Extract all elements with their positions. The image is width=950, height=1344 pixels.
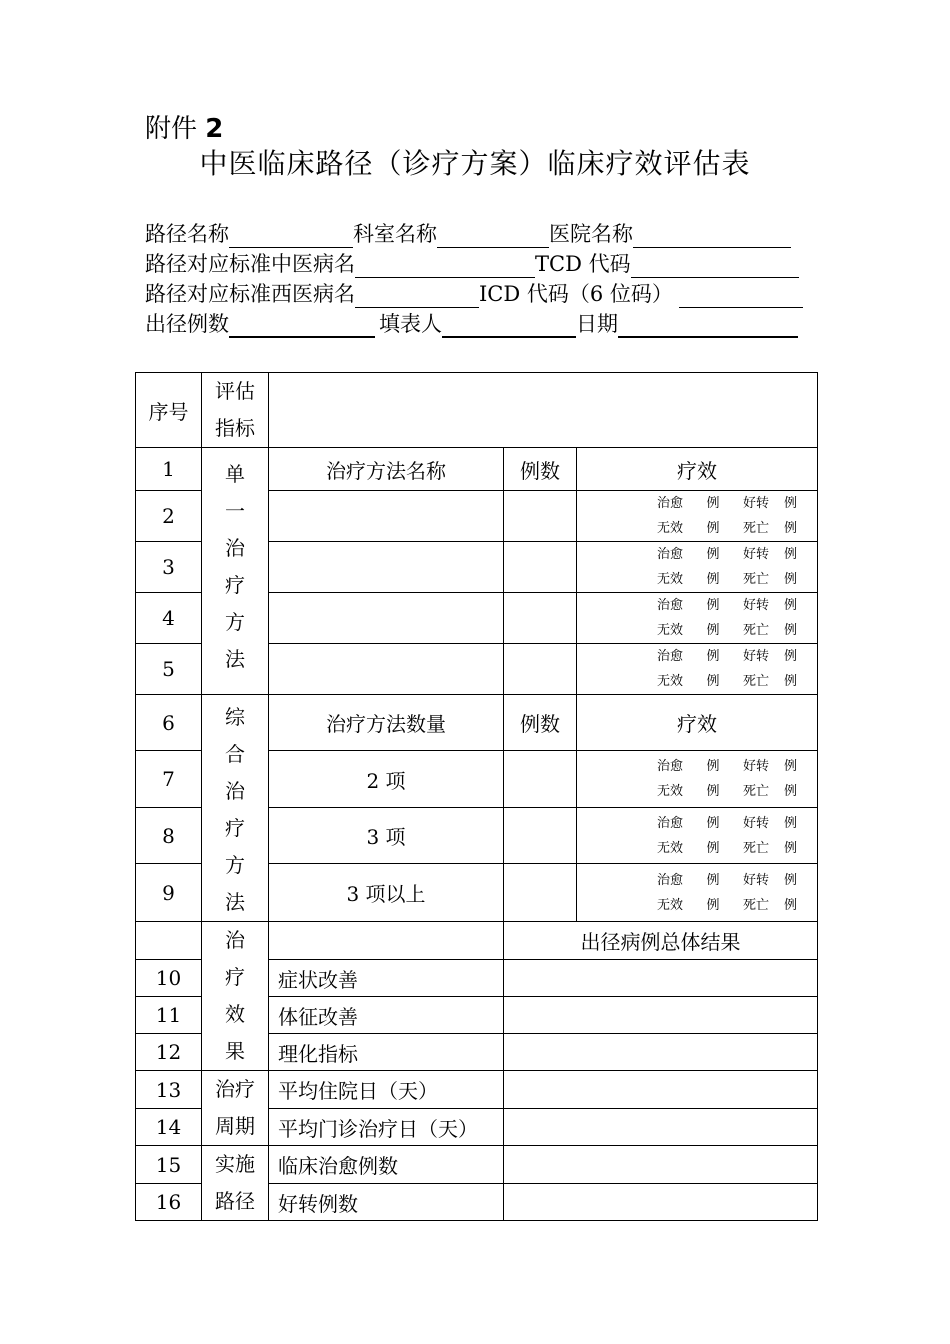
cases-cell[interactable] (504, 644, 577, 695)
table-row (136, 922, 818, 960)
row-number: 3 (136, 542, 202, 593)
tcd-code-label: TCD 代码 (535, 252, 631, 276)
field-row-4 (145, 308, 807, 338)
method-name-cell[interactable] (269, 593, 504, 644)
item-three: 3 项 (269, 807, 504, 863)
row-label: 平均门诊治疗日（天） (269, 1109, 504, 1146)
row-number: 12 (136, 1034, 202, 1071)
exit-count-label: 出径例数 (145, 312, 229, 336)
table-header-row (136, 373, 818, 448)
attachment-number: 2 (205, 114, 224, 144)
efficacy-cell[interactable]: 治愈 例 好转 例 无效 例 死亡 例 (577, 491, 818, 542)
efficacy-cell[interactable]: 治愈 例 好转 例 无效 例 死亡 例 (577, 751, 818, 807)
efficacy-header: 疗效 (577, 695, 818, 751)
result-cell[interactable] (504, 1071, 818, 1109)
method-name-cell[interactable] (269, 542, 504, 593)
row-number: 9 (136, 864, 202, 922)
table-row (136, 1146, 818, 1184)
attachment-label: 附件 2 (145, 114, 224, 144)
dept-name-label: 科室名称 (353, 222, 437, 246)
period-group: 治疗 周期 (202, 1071, 269, 1146)
method-count-header: 治疗方法数量 (269, 695, 504, 751)
row-number: 8 (136, 807, 202, 863)
item-more: 3 项以上 (269, 864, 504, 922)
wm-disease-input[interactable] (355, 285, 479, 308)
table-row (136, 448, 818, 491)
impl-group: 实施 路径 (202, 1146, 269, 1221)
result-cell[interactable] (504, 997, 818, 1034)
form-fields (145, 218, 807, 338)
efficacy-cell[interactable]: 治愈 例 好转 例 无效 例 死亡 例 (577, 644, 818, 695)
row-number: 11 (136, 997, 202, 1034)
filler-label: 填表人 (379, 312, 442, 336)
result-cell[interactable] (504, 1034, 818, 1071)
row-label: 理化指标 (269, 1034, 504, 1071)
cases-cell[interactable] (504, 593, 577, 644)
row-number: 15 (136, 1146, 202, 1184)
row-label: 体征改善 (269, 997, 504, 1034)
tcm-disease-label: 路径对应标准中医病名 (145, 252, 355, 276)
result-cell[interactable] (504, 1146, 818, 1184)
single-method-group: 单 一 治 疗 方 法 (202, 448, 269, 695)
combined-method-group: 综 合 治 疗 方 法 (202, 695, 269, 922)
cases-cell[interactable] (504, 751, 577, 807)
field-row-2 (145, 248, 807, 278)
row-number: 4 (136, 593, 202, 644)
filler-input[interactable] (442, 314, 576, 338)
efficacy-header: 疗效 (577, 448, 818, 491)
result-cell[interactable] (504, 960, 818, 997)
row-number: 13 (136, 1071, 202, 1109)
table-row (136, 695, 818, 751)
method-name-cell[interactable] (269, 491, 504, 542)
hospital-name-input[interactable] (633, 225, 791, 248)
method-name-header: 治疗方法名称 (269, 448, 504, 491)
row-label: 好转例数 (269, 1184, 504, 1221)
date-input[interactable] (618, 314, 798, 338)
efficacy-cell[interactable]: 治愈 例 好转 例 无效 例 死亡 例 (577, 542, 818, 593)
cases-cell[interactable] (504, 807, 577, 863)
item-two: 2 项 (269, 751, 504, 807)
row-number: 5 (136, 644, 202, 695)
tcm-disease-input[interactable] (355, 255, 535, 278)
row-number: 16 (136, 1184, 202, 1221)
cases-cell[interactable] (504, 542, 577, 593)
row-number: 2 (136, 491, 202, 542)
cases-header: 例数 (504, 448, 577, 491)
efficacy-cell[interactable]: 治愈 例 好转 例 无效 例 死亡 例 (577, 593, 818, 644)
table-row (136, 1071, 818, 1109)
indicator-header: 评估 指标 (202, 373, 269, 448)
efficacy-cell[interactable]: 治愈 例 好转 例 无效 例 死亡 例 (577, 864, 818, 922)
row-label: 平均住院日（天） (269, 1071, 504, 1109)
icd-code-label: ICD 代码（6 位码） (479, 282, 673, 306)
path-name-label: 路径名称 (145, 222, 229, 246)
date-label: 日期 (576, 312, 618, 336)
cases-cell[interactable] (504, 491, 577, 542)
tcd-code-input[interactable] (631, 255, 799, 278)
cases-header: 例数 (504, 695, 577, 751)
result-cell[interactable] (504, 1109, 818, 1146)
effect-group: 治 疗 效 果 (202, 922, 269, 1071)
icd-code-input[interactable] (679, 285, 803, 308)
evaluation-table (135, 372, 818, 1221)
hospital-name-label: 医院名称 (549, 222, 633, 246)
seq-header: 序号 (136, 373, 202, 448)
wm-disease-label: 路径对应标准西医病名 (145, 282, 355, 306)
cases-cell[interactable] (504, 864, 577, 922)
page-title: 中医临床路径（诊疗方案）临床疗效评估表 (199, 147, 751, 180)
row-number: 1 (136, 448, 202, 491)
method-name-cell[interactable] (269, 644, 504, 695)
row-label: 症状改善 (269, 960, 504, 997)
blank-cell[interactable] (269, 922, 504, 960)
dept-name-input[interactable] (437, 225, 549, 248)
row-number-blank (136, 922, 202, 960)
header-blank[interactable] (269, 373, 818, 448)
result-cell[interactable] (504, 1184, 818, 1221)
field-row-1 (145, 218, 807, 248)
efficacy-cell[interactable]: 治愈 例 好转 例 无效 例 死亡 例 (577, 807, 818, 863)
overall-result-header: 出径病例总体结果 (504, 922, 818, 960)
path-name-input[interactable] (229, 225, 353, 248)
exit-count-input[interactable] (229, 314, 375, 338)
row-label: 临床治愈例数 (269, 1146, 504, 1184)
row-number: 6 (136, 695, 202, 751)
row-number: 10 (136, 960, 202, 997)
field-row-3 (145, 278, 807, 308)
row-number: 7 (136, 751, 202, 807)
row-number: 14 (136, 1109, 202, 1146)
